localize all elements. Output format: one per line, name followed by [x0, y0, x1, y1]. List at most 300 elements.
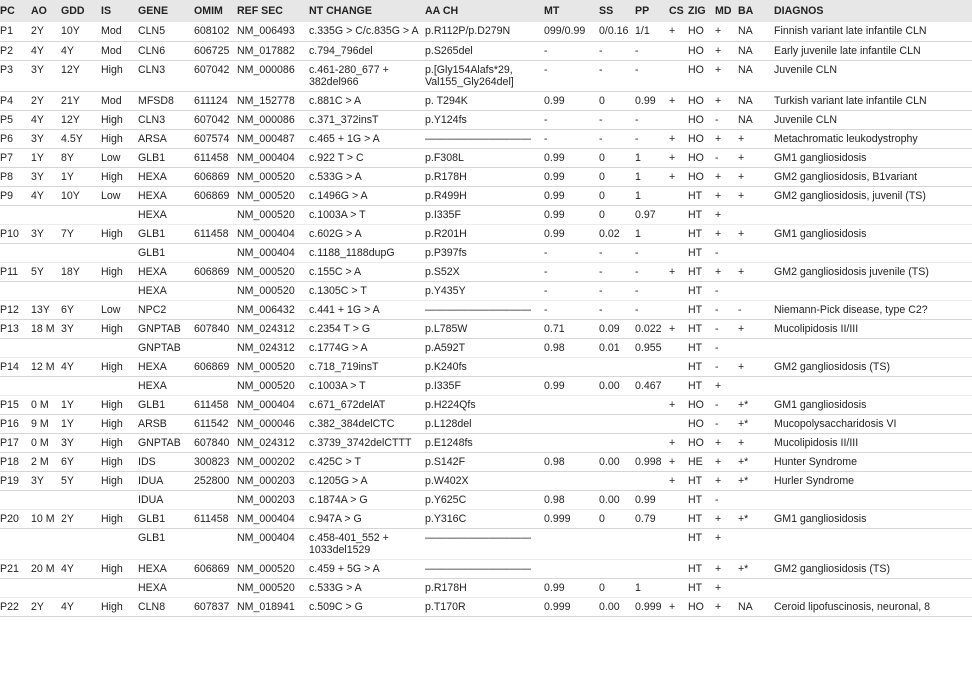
table-cell: + [738, 132, 745, 145]
table-cell: - [544, 246, 548, 259]
table-cell: 3Y [31, 63, 44, 76]
table-cell: - [635, 113, 639, 126]
table-cell: + [715, 474, 722, 487]
table-cell: p.E1248fs [425, 436, 473, 449]
table-cell: NM_024312 [237, 436, 295, 449]
table-cell [540, 395, 595, 414]
table-cell: c.371_372insT [309, 113, 379, 126]
table-cell: 2Y [31, 94, 44, 107]
table-cell: 606869 [194, 265, 230, 278]
table-cell: +* [738, 455, 749, 468]
table-cell: HO [688, 417, 704, 430]
table-cell: p.F308L [425, 151, 464, 164]
table-cell: Hurler Syndrome [774, 474, 855, 487]
table-cell [57, 490, 97, 509]
table-cell: CLN5 [138, 25, 166, 37]
table-cell [770, 205, 972, 224]
table-cell: c.533G > A [309, 170, 362, 183]
table-row [0, 41, 972, 60]
table-cell [665, 41, 684, 60]
table-cell: p.A592T [425, 341, 466, 354]
table-cell: 611542 [194, 417, 229, 430]
table-header-row [0, 0, 972, 22]
table-cell: 0.98 [544, 455, 565, 468]
table-cell: p.S52X [425, 265, 460, 278]
table-cell: p.S265del [425, 44, 473, 57]
table-cell: 10Y [61, 25, 80, 37]
table-cell: NA [738, 44, 753, 57]
table-cell: - [635, 132, 639, 145]
table-cell: c.671_672delAT [309, 398, 386, 411]
table-cell: Niemann-Pick disease, type C2? [774, 303, 928, 316]
table-cell: NM_000520 [237, 284, 295, 297]
table-cell: c.718_719insT [309, 360, 379, 373]
table-cell: P14 [0, 360, 19, 373]
table-cell: p.S142F [425, 455, 466, 468]
table-cell: HO [688, 170, 704, 183]
table-row [0, 509, 972, 528]
table-cell: High [101, 436, 123, 449]
table-cell: c.794_796del [309, 44, 373, 57]
table-cell: 8Y [61, 151, 74, 164]
table-cell: CLN3 [138, 113, 166, 126]
table-cell [27, 490, 57, 509]
table-cell: —————————— [425, 562, 531, 575]
table-cell: GNPTAB [138, 436, 181, 449]
table-cell [97, 243, 134, 262]
table-cell: HO [688, 63, 704, 76]
table-cell [631, 357, 665, 376]
table-cell: GLB1 [138, 227, 166, 240]
table-cell [665, 205, 684, 224]
table-cell [0, 376, 27, 395]
table-row [0, 559, 972, 578]
table-cell: c.602G > A [309, 227, 362, 240]
table-cell: NM_006493 [237, 25, 295, 37]
table-cell: c.1874A > G [309, 493, 368, 506]
table-cell [734, 528, 770, 559]
table-cell [540, 559, 595, 578]
table-cell: + [669, 170, 676, 183]
table-cell: + [738, 189, 745, 202]
table-cell: NM_017882 [237, 44, 295, 57]
table-cell: - [599, 132, 603, 145]
table-cell: p.R112P/p.D279N [425, 25, 511, 37]
table-cell: P21 [0, 562, 19, 575]
table-cell: 0.98 [544, 493, 565, 506]
table-cell: - [715, 493, 719, 506]
table-cell: c.947A > G [309, 512, 362, 525]
table-cell: + [715, 170, 722, 183]
table-cell: P12 [0, 303, 19, 316]
table-cell: Juvenile CLN [774, 63, 838, 76]
column-header: CS [665, 0, 684, 22]
table-cell: 606725 [194, 44, 230, 57]
table-cell [665, 60, 684, 91]
table-cell: 0.00 [599, 493, 620, 506]
table-cell: HE [688, 455, 703, 468]
table-cell: c.1496G > A [309, 189, 368, 202]
table-cell: HEXA [138, 379, 167, 392]
table-cell: P9 [0, 189, 13, 202]
table-cell: c.533G > A [309, 581, 362, 594]
table-cell: P8 [0, 170, 13, 183]
table-cell: + [738, 322, 745, 335]
table-row [0, 243, 972, 262]
table-row [0, 60, 972, 91]
table-row [0, 148, 972, 167]
table-cell: MFSD8 [138, 94, 174, 107]
table-cell: —————————— [425, 132, 531, 145]
table-cell: - [599, 63, 603, 76]
table-cell: NM_000520 [237, 360, 295, 373]
table-cell: 12Y [61, 63, 80, 76]
table-cell: 607840 [194, 436, 230, 449]
table-cell: + [715, 44, 722, 57]
table-cell: HT [688, 474, 703, 487]
table-cell: p.Y124fs [425, 113, 467, 126]
column-header: MT [540, 0, 595, 22]
table-cell: c.458-401_552 + 1033del1529 [309, 531, 389, 556]
table-cell: Low [101, 303, 121, 316]
table-cell: High [101, 132, 123, 145]
table-cell: 21Y [61, 94, 80, 107]
table-cell: P1 [0, 25, 13, 37]
table-cell [734, 281, 770, 300]
table-cell: HO [688, 25, 704, 37]
table-cell: IDS [138, 455, 156, 468]
table-cell: GM2 gangliosidosis, B1variant [774, 170, 918, 183]
table-cell: 0 [599, 94, 605, 107]
table-cell [0, 528, 27, 559]
table-cell: - [599, 44, 603, 57]
table-cell: 7Y [61, 227, 74, 240]
table-cell: 2 M [31, 455, 49, 468]
table-cell: 0 [599, 512, 605, 525]
table-cell: HO [688, 94, 704, 107]
table-cell: 0.99 [544, 208, 565, 221]
table-cell: - [715, 341, 719, 354]
table-cell: +* [738, 474, 749, 487]
table-cell: +* [738, 398, 749, 411]
table-cell: 0 [599, 151, 605, 164]
table-cell: High [101, 265, 123, 278]
table-row [0, 597, 972, 616]
table-cell: 4Y [61, 562, 74, 575]
table-cell [595, 414, 631, 433]
table-cell [97, 528, 134, 559]
table-cell [665, 528, 684, 559]
table-cell: NM_000203 [237, 493, 295, 506]
table-cell [665, 243, 684, 262]
table-row [0, 357, 972, 376]
table-cell: 4Y [61, 360, 74, 373]
table-cell: p.H224Qfs [425, 398, 476, 411]
table-cell: + [669, 265, 676, 278]
table-cell: 0.00 [599, 600, 620, 613]
table-cell: P13 [0, 322, 19, 335]
table-cell: - [715, 246, 719, 259]
table-cell [770, 281, 972, 300]
table-cell: - [635, 246, 639, 259]
table-cell: p.[Gly154Alafs*29, Val155_Gly264del] [425, 63, 514, 88]
table-cell: 1Y [61, 170, 74, 183]
table-cell: 0.999 [544, 512, 571, 525]
table-cell [595, 471, 631, 490]
table-cell [190, 338, 233, 357]
table-cell: P5 [0, 113, 13, 126]
table-cell: HO [688, 132, 704, 145]
table-cell: HEXA [138, 581, 167, 594]
table-cell: HEXA [138, 208, 167, 221]
table-cell: + [715, 227, 722, 240]
table-cell: 1/1 [635, 25, 650, 37]
column-header: AO [27, 0, 57, 22]
table-cell: - [544, 303, 548, 316]
table-cell [190, 205, 233, 224]
table-cell [595, 559, 631, 578]
table-cell: NA [738, 25, 753, 37]
table-cell: P18 [0, 455, 19, 468]
table-cell [770, 578, 972, 597]
table-cell [665, 414, 684, 433]
table-cell [734, 490, 770, 509]
table-cell [97, 578, 134, 597]
table-cell: - [635, 303, 639, 316]
table-cell: 0.467 [635, 379, 662, 392]
table-cell: P16 [0, 417, 19, 430]
table-cell: GM1 gangliosidosis [774, 151, 867, 164]
table-cell [540, 357, 595, 376]
table-cell: 12Y [61, 113, 80, 126]
table-cell: 606869 [194, 562, 230, 575]
table-cell: p.K240fs [425, 360, 467, 373]
table-cell [734, 578, 770, 597]
table-cell: 0 [599, 581, 605, 594]
table-cell: c.382_384delCTC [309, 417, 395, 430]
table-cell: 0 [599, 170, 605, 183]
table-cell: Mod [101, 25, 122, 37]
table-cell [734, 243, 770, 262]
table-cell [27, 528, 57, 559]
table-cell: NM_000086 [237, 113, 295, 126]
table-cell: High [101, 474, 123, 487]
table-cell: High [101, 63, 123, 76]
column-header: ZIG [684, 0, 711, 22]
table-cell [770, 528, 972, 559]
table-cell: HT [688, 246, 703, 259]
table-cell: 0 M [31, 436, 49, 449]
table-cell: p.I335F [425, 379, 461, 392]
table-cell: 4Y [61, 44, 74, 57]
table-cell: 4Y [61, 600, 74, 613]
table-cell: GLB1 [138, 151, 166, 164]
table-cell: 10Y [61, 189, 80, 202]
table-cell: + [738, 436, 745, 449]
table-cell: IDUA [138, 493, 164, 506]
table-cell: +* [738, 512, 749, 525]
table-cell: c.881C > A [309, 94, 362, 107]
table-cell: NM_000404 [237, 398, 295, 411]
table-cell: c.1003A > T [309, 379, 366, 392]
table-cell: High [101, 512, 123, 525]
table-cell: 1 [635, 581, 641, 594]
table-cell: 606869 [194, 170, 230, 183]
table-cell: p. T294K [425, 94, 468, 107]
table-cell: 607840 [194, 322, 230, 335]
table-cell: High [101, 170, 123, 183]
table-cell: 2Y [61, 512, 74, 525]
table-cell: HT [688, 322, 703, 335]
table-cell: 1Y [31, 151, 44, 164]
table-cell: GM2 gangliosidosis (TS) [774, 360, 890, 373]
table-cell: 4Y [31, 189, 44, 202]
table-cell: c.3739_3742delCTTT [309, 436, 412, 449]
table-cell [665, 300, 684, 319]
table-cell: 611458 [194, 227, 229, 240]
table-cell: Turkish variant late infantile CLN [774, 94, 927, 107]
table-cell: - [544, 284, 548, 297]
table-cell: NPC2 [138, 303, 167, 316]
table-cell: CLN6 [138, 44, 166, 57]
table-cell [770, 376, 972, 395]
table-row [0, 471, 972, 490]
table-cell [190, 376, 233, 395]
table-cell [665, 490, 684, 509]
table-cell: 0.99 [544, 379, 565, 392]
table-cell: + [715, 581, 722, 594]
table-cell: NM_000520 [237, 265, 295, 278]
table-cell: GLB1 [138, 531, 166, 544]
table-cell: 0 [599, 208, 605, 221]
table-cell: —————————— [425, 303, 531, 316]
table-cell: 608102 [194, 25, 230, 37]
table-cell: HT [688, 284, 703, 297]
table-cell: + [669, 94, 676, 107]
table-cell: 20 M [31, 562, 55, 575]
table-row [0, 490, 972, 509]
table-cell: 0.09 [599, 322, 620, 335]
table-cell: GLB1 [138, 512, 166, 525]
table-cell: - [599, 246, 603, 259]
table-cell [0, 578, 27, 597]
table-cell: + [669, 474, 676, 487]
table-cell [57, 338, 97, 357]
table-cell: 611458 [194, 398, 229, 411]
table-row [0, 22, 972, 41]
table-cell [57, 528, 97, 559]
table-cell: - [599, 284, 603, 297]
table-cell: P11 [0, 265, 19, 278]
table-cell: 606869 [194, 189, 230, 202]
table-cell: 0 [599, 189, 605, 202]
table-cell: 18 M [31, 322, 55, 335]
table-cell: HEXA [138, 360, 167, 373]
table-cell: NM_000520 [237, 379, 295, 392]
table-cell [665, 224, 684, 243]
table-cell: + [715, 436, 722, 449]
table-cell [665, 578, 684, 597]
table-cell: HT [688, 581, 703, 594]
table-cell: 611458 [194, 512, 229, 525]
table-row [0, 528, 972, 559]
table-cell [665, 559, 684, 578]
table-cell: + [669, 398, 676, 411]
table-cell: + [669, 600, 676, 613]
table-cell: 6Y [61, 303, 74, 316]
table-cell: P6 [0, 132, 13, 145]
table-cell: + [669, 151, 676, 164]
table-cell [540, 433, 595, 452]
table-cell: NM_000520 [237, 208, 295, 221]
table-cell: GM2 gangliosidosis, juvenil (TS) [774, 189, 926, 202]
table-body [0, 22, 972, 616]
table-cell: HO [688, 398, 704, 411]
table-cell [665, 186, 684, 205]
table-cell: 0.00 [599, 379, 620, 392]
table-cell: c.425C > T [309, 455, 361, 468]
table-cell: NM_000404 [237, 512, 295, 525]
table-cell: 3Y [31, 170, 44, 183]
table-cell: c.1305C > T [309, 284, 367, 297]
table-cell: c.441 + 1G > A [309, 303, 380, 316]
table-cell: CLN8 [138, 600, 166, 613]
table-cell: NM_000046 [237, 417, 295, 430]
table-cell: + [715, 379, 722, 392]
table-cell: + [715, 562, 722, 575]
table-cell: 12 M [31, 360, 55, 373]
table-cell: 099/0.99 [544, 25, 586, 37]
table-cell: HT [688, 379, 703, 392]
table-cell: +* [738, 562, 749, 575]
table-cell: + [738, 265, 745, 278]
table-cell: HO [688, 44, 704, 57]
table-cell: - [544, 132, 548, 145]
table-cell: + [715, 455, 722, 468]
table-cell: + [715, 94, 722, 107]
table-cell: - [738, 303, 742, 316]
table-cell: - [599, 113, 603, 126]
table-cell: 0 M [31, 398, 49, 411]
table-cell: 0.99 [544, 227, 565, 240]
table-cell: p.Y625C [425, 493, 467, 506]
table-cell: Hunter Syndrome [774, 455, 858, 468]
table-cell [190, 528, 233, 559]
table-cell: HT [688, 265, 703, 278]
table-cell: c.1774G > A [309, 341, 368, 354]
table-cell: 0.71 [544, 322, 565, 335]
table-cell: NM_000520 [237, 581, 295, 594]
table-cell: 607574 [194, 132, 230, 145]
table-cell: p.Y316C [425, 512, 467, 525]
column-header: SS [595, 0, 631, 22]
table-row [0, 205, 972, 224]
table-cell [97, 338, 134, 357]
table-cell: - [544, 44, 548, 57]
column-header: OMIM [190, 0, 233, 22]
table-cell: 0.99 [635, 94, 656, 107]
table-cell [665, 357, 684, 376]
table-cell: 0.99 [544, 189, 565, 202]
table-cell: High [101, 227, 123, 240]
column-header: REF SEC [233, 0, 305, 22]
table-cell: - [715, 284, 719, 297]
table-row [0, 300, 972, 319]
table-cell: + [669, 455, 676, 468]
table-cell: 611458 [194, 151, 229, 164]
table-cell: GNPTAB [138, 322, 181, 335]
table-cell: p.R178H [425, 170, 467, 183]
